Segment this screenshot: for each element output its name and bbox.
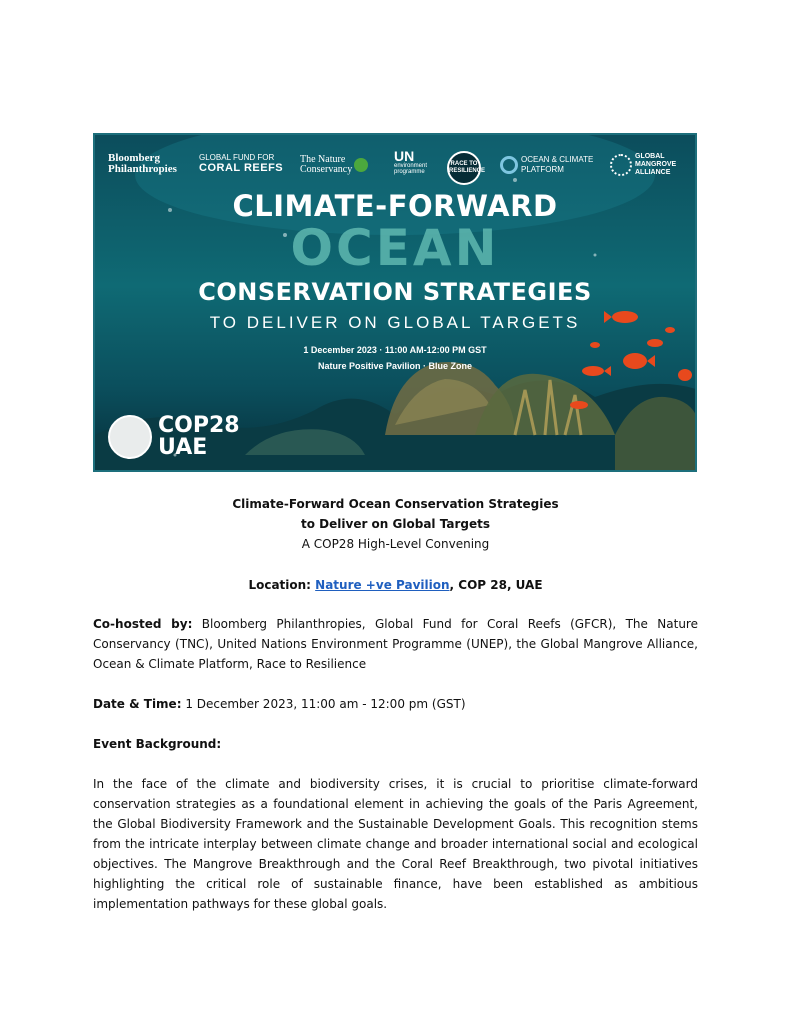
cohosts-text: Bloomberg Philanthropies, Global Fund for Coral Reefs (GFCR), The Nature Conservancy (TNC), United Nations Environment Programme (UNEP), the Global Mangrove Alliance, Ocean & Climate Platform, Race to Resilience	[93, 617, 698, 671]
wave-circle-icon	[500, 156, 518, 174]
mangrove-circle-icon	[610, 154, 632, 176]
banner-datetime: 1 December 2023 · 11:00 AM-12:00 PM GST	[303, 345, 487, 355]
gfcr-logo	[199, 153, 283, 173]
race-to-resilience-logo	[447, 151, 486, 185]
cop28-emblem-icon	[108, 415, 152, 459]
logo-text: CORAL REEFS	[199, 162, 284, 174]
logo-text: environment	[394, 163, 428, 169]
logo-text: programme	[394, 169, 425, 175]
logo-text: UN	[394, 148, 415, 164]
logo-text: ALLIANCE	[635, 169, 671, 176]
datetime-label: Date & Time:	[93, 697, 182, 711]
logo-text: The Nature	[300, 154, 346, 165]
logo-text: COP28	[158, 413, 240, 438]
datetime-line	[93, 694, 698, 714]
datetime-text: 1 December 2023, 11:00 am - 12:00 pm (GST)	[181, 697, 466, 711]
logo-text: MANGROVE	[635, 161, 677, 168]
partner-logos	[95, 149, 695, 185]
unep-logo	[394, 149, 427, 175]
logo-text: Bloomberg	[108, 152, 160, 164]
document-subtitle: A COP28 High-Level Convening	[301, 537, 490, 551]
document-title	[93, 494, 698, 534]
cohosts-label: Co-hosted by:	[93, 617, 193, 631]
cohosts-paragraph	[93, 614, 698, 674]
venue-link[interactable]: Nature +ve Pavilion	[315, 578, 450, 592]
logo-text: GLOBAL	[635, 153, 665, 160]
ocean-climate-platform-logo	[500, 155, 593, 175]
logo-text: OCEAN & CLIMATE	[521, 155, 594, 164]
logo-text: RACE TO	[450, 161, 478, 167]
bloomberg-philanthropies-logo	[108, 153, 177, 175]
title-line: to Deliver on Global Targets	[301, 517, 490, 531]
logo-text: RESILIENCE	[449, 168, 486, 174]
background-heading: Event Background:	[93, 737, 222, 751]
background-paragraph: In the face of the climate and biodiversity crises, it is crucial to prioritise climate-forward conservation strategies as a foundational element in achieving the goals of the Paris Agreement, the Global Biodiversity Framework and the Sustainable Development Goals. This recognition stems from the intricate interplay between climate change and broader international social and ecological objectives. The Mangrove Breakthrough and the Coral Reef Breakthrough, two pivotal initiatives highlighting the critical role of sustainable finance, have been established as ambitious implementation pathways for these global goals.	[93, 777, 698, 911]
nature-conservancy-logo	[300, 155, 368, 175]
logo-text: UAE	[158, 435, 208, 460]
title-line: Climate-Forward Ocean Conservation Strategies	[232, 497, 559, 511]
event-banner	[93, 133, 697, 472]
logo-text: GLOBAL FUND FOR	[199, 153, 275, 162]
banner-venue: Nature Positive Pavilion · Blue Zone	[317, 361, 473, 371]
location-label: Location:	[248, 578, 316, 592]
banner-title-ocean: OCEAN	[290, 219, 500, 277]
banner-title-line1: CLIMATE-FORWARD	[232, 189, 558, 223]
logo-text: Conservancy	[300, 164, 353, 175]
banner-title-line3: CONSERVATION STRATEGIES	[198, 278, 592, 306]
location-line	[93, 575, 698, 595]
global-mangrove-alliance-logo	[610, 153, 676, 177]
cop28-logo-text	[158, 415, 240, 459]
location-rest: , COP 28, UAE	[449, 578, 543, 592]
leaf-icon	[354, 158, 368, 172]
banner-subtitle: TO DELIVER ON GLOBAL TARGETS	[209, 313, 581, 332]
logo-text: PLATFORM	[521, 165, 564, 174]
logo-text: Philanthropies	[108, 163, 177, 175]
